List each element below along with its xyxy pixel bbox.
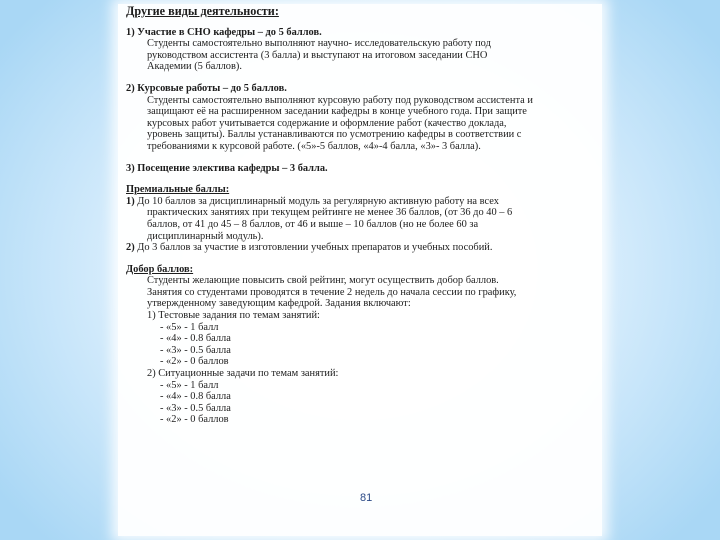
extra-points-heading: Добор баллов:: [126, 263, 194, 275]
section-line: Академии (5 баллов).: [147, 61, 242, 73]
section-line: Студенты самостоятельно выполняют научно- исследовательскую работу под: [147, 38, 491, 50]
task-label-cases: 2) Ситуационные задачи по темам занятий:: [147, 368, 339, 380]
section-line: требованиями к курсовой работе. («5»-5 баллов, «4»-4 балла, «3»- 3 балла).: [147, 140, 481, 152]
section-line: защищают её на расширенном заседании кафедры в конце учебного года. При защите: [147, 106, 527, 118]
extra-line: Студенты желающие повысить свой рейтинг, могут осуществить добор баллов.: [147, 275, 499, 287]
extra-line: утвержденному заведующим кафедрой. Задания включают:: [147, 298, 411, 310]
grade-line: - «4» - 0.8 балла: [160, 391, 231, 403]
premium-line: дисциплинарный модуль).: [147, 230, 264, 242]
premium-line: баллов, от 41 до 45 – 8 баллов, от 46 и выше – 10 баллов (но не более 60 за: [147, 218, 479, 230]
premium-item-2: [126, 242, 596, 254]
task-label-tests: 1) Тестовые задания по темам занятий:: [147, 310, 320, 322]
premium-item-1: [126, 196, 596, 208]
premium-item-number: 1): [126, 195, 135, 207]
premium-heading: Премиальные баллы:: [126, 184, 230, 196]
grade-line: - «2» - 0 баллов: [160, 356, 229, 368]
premium-item-text: До 10 баллов за дисциплинарный модуль за регулярную активную работу на всех: [137, 195, 499, 207]
document-content: [126, 6, 596, 426]
premium-item-text: До 3 баллов за участие в изготовлении учебных препаратов и учебных пособий.: [137, 242, 493, 254]
grade-line: - «3» - 0.5 балла: [160, 402, 231, 414]
extra-line: Занятия со студентами проводятся в течение 2 недель до начала сессии по графику,: [147, 286, 517, 298]
grade-line: - «4» - 0.8 балла: [160, 333, 231, 345]
premium-line: практических занятиях при текущем рейтинге не менее 36 баллов, (от 36 до 40 – 6: [147, 207, 513, 219]
premium-item-number: 2): [126, 242, 135, 254]
section-line: руководством ассистента (3 балла) и выступают на итоговом заседании СНО: [147, 49, 488, 61]
grade-line: - «3» - 0.5 балла: [160, 344, 231, 356]
section-line: курсовых работ учитывается содержание и оформление работ (качество доклада,: [147, 117, 507, 129]
section-line: Студенты самостоятельно выполняют курсовую работу под руководством ассистента и: [147, 94, 533, 106]
grade-line: - «2» - 0 баллов: [160, 414, 229, 426]
section-heading-elective: 3) Посещение электива кафедры – 3 балла.: [126, 162, 328, 174]
section-heading-coursework: 2) Курсовые работы – до 5 баллов.: [126, 82, 287, 94]
grade-line: - «5» - 1 балл: [160, 321, 219, 333]
page-number: 81: [360, 492, 373, 504]
section-line: уровень защиты). Баллы устанавливаются по усмотрению кафедры в соответствии с: [147, 129, 522, 141]
page-title: Другие виды деятельности:: [126, 4, 279, 18]
grade-line: - «5» - 1 балл: [160, 379, 219, 391]
section-heading-sno: 1) Участие в СНО кафедры – до 5 баллов.: [126, 26, 322, 38]
